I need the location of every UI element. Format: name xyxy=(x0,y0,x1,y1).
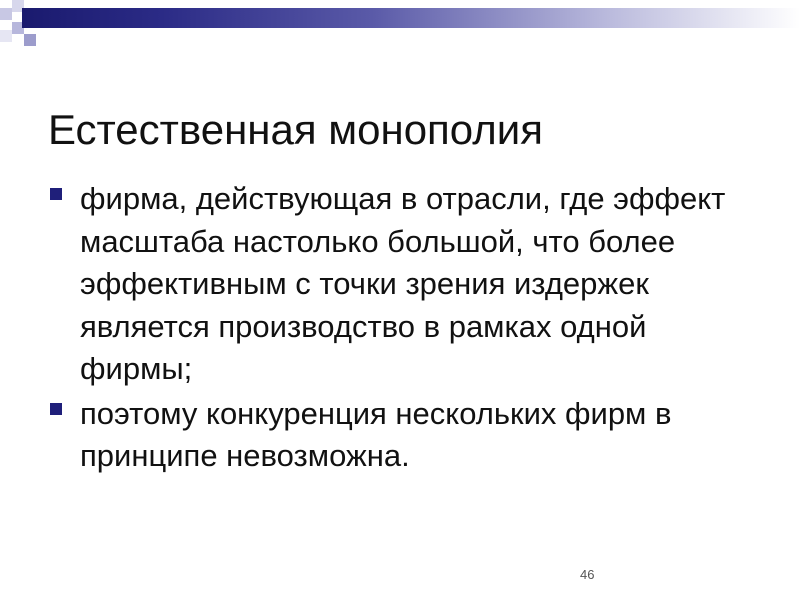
bullet-text: поэтому конкуренция нескольких фирм в принципе невозможна. xyxy=(80,395,672,473)
slide-title: Естественная монополия xyxy=(48,106,543,154)
decorative-square xyxy=(0,8,12,20)
top-gradient-bar xyxy=(22,8,800,28)
decorative-square xyxy=(24,34,36,46)
page-number: 46 xyxy=(580,567,595,582)
square-bullet-icon xyxy=(50,188,62,200)
bullet-item xyxy=(48,178,758,391)
square-bullet-icon xyxy=(50,403,62,415)
bullet-item xyxy=(48,393,758,478)
decorative-square xyxy=(0,30,12,42)
bullet-list xyxy=(48,178,758,480)
bullet-text: фирма, действующая в отрасли, где эффект масштаба настолько большой, что более эффективным с точки зрения издержек является производство в рамках одной фирмы; xyxy=(80,181,726,386)
